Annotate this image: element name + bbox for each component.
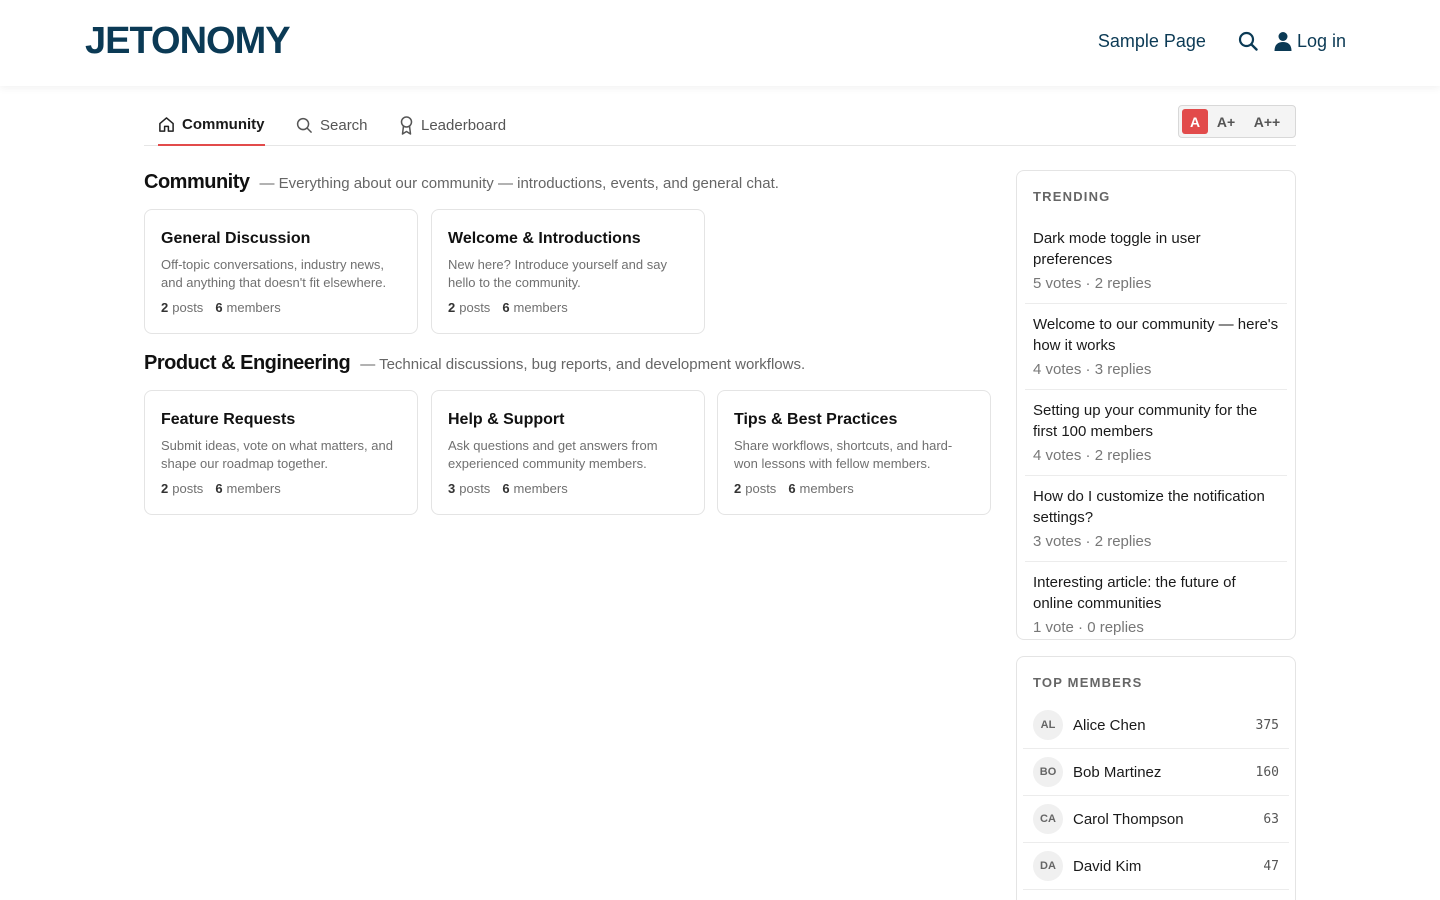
section-description: — Everything about our community — introductions, events, and general chat. bbox=[259, 175, 779, 192]
section-heading bbox=[144, 171, 779, 194]
member-row[interactable] bbox=[1023, 796, 1289, 843]
trending-item-title: How do I customize the notification settings? bbox=[1033, 488, 1265, 526]
trending-item[interactable] bbox=[1025, 476, 1287, 562]
posts-count: 3 bbox=[448, 481, 456, 496]
tab-community[interactable] bbox=[158, 104, 265, 146]
section-title: Product & Engineering bbox=[144, 352, 351, 374]
members-count: 6 bbox=[215, 481, 223, 496]
card-stats bbox=[448, 481, 688, 496]
space-card[interactable] bbox=[717, 390, 991, 515]
card-description: Submit ideas, vote on what matters, and shape our roadmap together. bbox=[161, 438, 393, 471]
avatar: DA bbox=[1033, 851, 1063, 881]
card-title: Welcome & Introductions bbox=[448, 230, 641, 247]
member-score: 160 bbox=[1255, 764, 1279, 780]
avatar: CA bbox=[1033, 804, 1063, 834]
members-count: 6 bbox=[788, 481, 796, 496]
posts-count: 2 bbox=[448, 300, 456, 315]
member-name: Carol Thompson bbox=[1073, 810, 1184, 828]
space-card[interactable] bbox=[144, 390, 418, 515]
posts-label: posts bbox=[172, 481, 204, 496]
card-stats bbox=[734, 481, 974, 496]
card-description: New here? Introduce yourself and say hello to the community. bbox=[448, 257, 667, 290]
card-description: Off-topic conversations, industry news, and anything that doesn't fit elsewhere. bbox=[161, 257, 387, 290]
card-title: Tips & Best Practices bbox=[734, 411, 898, 428]
card-title: Help & Support bbox=[448, 411, 565, 428]
tab-leaderboard-label: Leaderboard bbox=[421, 116, 507, 134]
trending-item[interactable] bbox=[1025, 390, 1287, 476]
top-members-panel bbox=[1016, 656, 1296, 900]
avatar: BO bbox=[1033, 757, 1063, 787]
space-card[interactable] bbox=[431, 209, 705, 334]
member-row[interactable] bbox=[1023, 843, 1289, 890]
card-stats bbox=[161, 481, 401, 496]
tab-community-label: Community bbox=[182, 115, 265, 133]
card-stats bbox=[161, 300, 401, 315]
trending-list bbox=[1017, 218, 1295, 647]
top-members-title: TOP MEMBERS bbox=[1033, 675, 1143, 690]
members-label: members bbox=[226, 481, 281, 496]
section-title: Community bbox=[144, 171, 250, 193]
members-count: 6 bbox=[502, 300, 510, 315]
card-description: Share workflows, shortcuts, and hard-won lessons with fellow members. bbox=[734, 438, 953, 471]
award-icon bbox=[399, 116, 414, 135]
members-label: members bbox=[513, 481, 568, 496]
posts-label: posts bbox=[172, 300, 204, 315]
members-label: members bbox=[513, 300, 568, 315]
site-logo[interactable]: JETONOMY bbox=[85, 20, 290, 62]
avatar: AL bbox=[1033, 710, 1063, 740]
member-score: 47 bbox=[1263, 858, 1279, 874]
trending-item[interactable] bbox=[1025, 304, 1287, 390]
members-count: 6 bbox=[215, 300, 223, 315]
search-icon bbox=[296, 117, 313, 134]
trending-item[interactable] bbox=[1025, 562, 1287, 647]
members-label: members bbox=[799, 481, 854, 496]
trending-item-title: Interesting article: the future of online communities bbox=[1033, 574, 1236, 612]
card-title: General Discussion bbox=[161, 230, 311, 247]
members-label: members bbox=[226, 300, 281, 315]
tab-search[interactable] bbox=[296, 104, 368, 146]
font-size-small-button[interactable]: A bbox=[1182, 109, 1208, 134]
font-size-medium-button[interactable]: A+ bbox=[1216, 113, 1236, 130]
login-label: Log in bbox=[1296, 30, 1346, 51]
user-icon bbox=[1274, 31, 1292, 51]
trending-item-meta: 3 votes · 2 replies bbox=[1033, 533, 1152, 550]
header-nav bbox=[1098, 30, 1346, 52]
nav-link-sample-page[interactable]: Sample Page bbox=[1097, 30, 1206, 51]
member-row[interactable] bbox=[1023, 749, 1289, 796]
space-card[interactable] bbox=[431, 390, 705, 515]
members-list bbox=[1017, 702, 1295, 890]
member-name: Bob Martinez bbox=[1073, 763, 1162, 781]
trending-panel bbox=[1016, 170, 1296, 640]
login-button[interactable] bbox=[1274, 31, 1346, 52]
tabs-bar bbox=[144, 104, 1296, 146]
trending-item-meta: 4 votes · 3 replies bbox=[1033, 361, 1152, 378]
trending-item-title: Dark mode toggle in user preferences bbox=[1033, 230, 1201, 268]
posts-count: 2 bbox=[161, 300, 169, 315]
trending-item-meta: 1 vote · 0 replies bbox=[1033, 619, 1144, 636]
site-header bbox=[0, 0, 1440, 86]
card-stats bbox=[448, 300, 688, 315]
section-heading bbox=[144, 352, 805, 375]
trending-item-meta: 4 votes · 2 replies bbox=[1033, 447, 1152, 464]
card-title: Feature Requests bbox=[161, 411, 296, 428]
space-card[interactable] bbox=[144, 209, 418, 334]
trending-title: TRENDING bbox=[1033, 189, 1111, 204]
font-size-large-button[interactable]: A++ bbox=[1253, 113, 1281, 130]
section-description: — Technical discussions, bug reports, and development workflows. bbox=[360, 356, 806, 373]
home-icon bbox=[158, 116, 175, 133]
tab-search-label: Search bbox=[320, 116, 368, 134]
member-score: 63 bbox=[1263, 811, 1279, 827]
member-row[interactable] bbox=[1023, 702, 1289, 749]
trending-item[interactable] bbox=[1025, 218, 1287, 304]
font-size-switcher bbox=[1178, 105, 1296, 138]
posts-label: posts bbox=[459, 300, 491, 315]
posts-count: 2 bbox=[161, 481, 169, 496]
trending-item-title: Welcome to our community — here's how it works bbox=[1033, 316, 1279, 354]
posts-count: 2 bbox=[734, 481, 742, 496]
member-score: 375 bbox=[1255, 717, 1279, 733]
members-count: 6 bbox=[502, 481, 510, 496]
trending-item-title: Setting up your community for the first 100 members bbox=[1033, 402, 1258, 440]
posts-label: posts bbox=[459, 481, 491, 496]
card-description: Ask questions and get answers from experienced community members. bbox=[448, 438, 658, 471]
tab-leaderboard[interactable] bbox=[399, 104, 506, 146]
member-name: David Kim bbox=[1073, 857, 1142, 875]
trending-item-meta: 5 votes · 2 replies bbox=[1033, 275, 1152, 292]
member-name: Alice Chen bbox=[1073, 716, 1146, 734]
search-icon[interactable] bbox=[1238, 30, 1260, 52]
posts-label: posts bbox=[745, 481, 777, 496]
